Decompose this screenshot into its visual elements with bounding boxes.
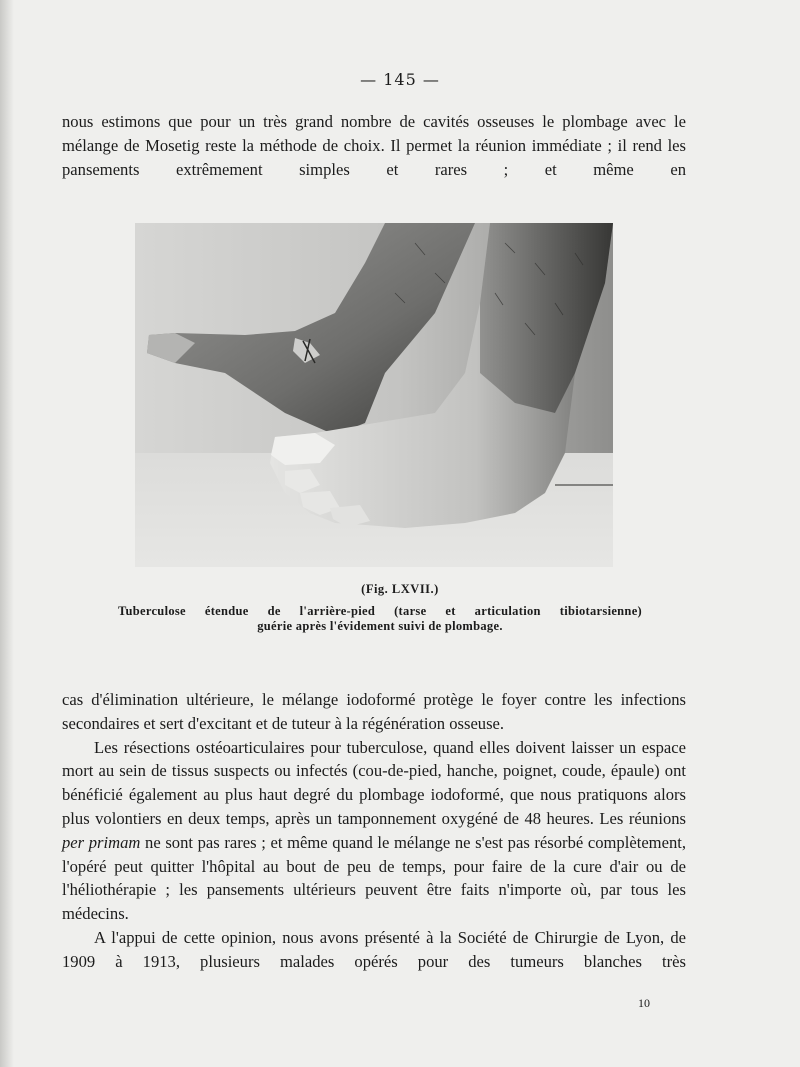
top-paragraph-text: nous estimons que pour un très grand nombre de cavités osseuses le plombage avec le mélange de Mosetig reste la méthode de choix. Il permet la réunion immédiate ; il rend les pansements extrêmement simples et rares ; et même en (62, 112, 686, 179)
paragraph-2-italic: per primam (62, 832, 141, 852)
paragraph-2-part-a: Les résections ostéoarticulaires pour tuberculose, quand elles doivent laisser un espace mort au sein de tissus suspects ou infectés (cou-de-pied, hanche, poignet, coude, épaule) ont bénéficié également au plus haut degré du plombage iodoformé, que nous pratiquons alors plus volontiers en deux temps, après un tamponnement oxygéné de 48 heures. Les réunions (62, 737, 686, 828)
top-paragraph (62, 110, 686, 181)
page-number: — 145 — (360, 70, 440, 89)
figure-caption-line-2: guérie après l'évidement suivi de plombage. (257, 619, 503, 633)
figure-caption-line-1: Tuberculose étendue de l'arrière-pied (tarse et articulation tibiotarsienne) (118, 604, 642, 618)
bottom-text-block (62, 688, 686, 974)
paragraph-2-part-b: ne sont pas rares ; et même quand le mélange ne s'est pas résorbé complètement, l'opéré peut quitter l'hôpital au bout de peu de temps, pour faire de la cure d'air ou de l'héliothérapie ; les pansements ultérieurs peuvent être faits n'importe où, par tous les médecins. (62, 832, 687, 924)
paragraph-3: A l'appui de cette opinion, nous avons présenté à la Société de Chirurgie de Lyon, de 1909 à 1913, plusieurs malades opérés pour des tumeurs blanches très (62, 927, 686, 971)
signature-mark: 10 (638, 996, 650, 1010)
figure-photo-feet (135, 223, 613, 567)
page-edge-shadow (0, 0, 14, 1067)
feet-photo-illustration (135, 223, 613, 567)
figure-caption (118, 604, 642, 634)
figure-number: (Fig. LXVII.) (361, 582, 439, 596)
paragraph-1: cas d'élimination ultérieure, le mélange iodoformé protège le foyer contre les infections secondaires et sert d'excitant et de tuteur à la régénération osseuse. (62, 690, 686, 733)
paragraph-2 (62, 736, 686, 926)
